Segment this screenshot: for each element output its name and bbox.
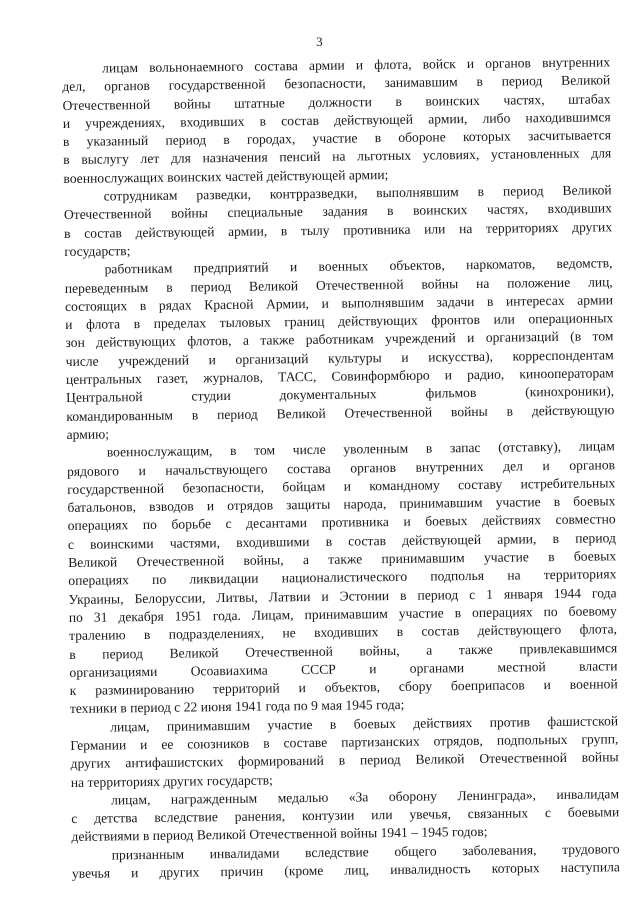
text-line: переведенным в период Великой Отечественной войны на положение лиц,: [64, 273, 613, 296]
document-body: [62, 53, 620, 883]
text-line: по 31 декабря 1951 года. Лицам, принимавшим участие в операциях по боевому: [68, 603, 617, 625]
text-line: в состав действующей армии, в тылу противника или на территориях других: [64, 218, 613, 241]
text-line: состоящих в рядах Красной Армии, и выполнявшим задачи в интересах армии: [64, 292, 614, 314]
text-line: других антифашистских формирований в период Великой Отечественной войны: [70, 749, 619, 772]
text-line: государственной безопасности, бойцам и командному составу истребительных: [67, 475, 616, 497]
text-line: Отечественной войны специальные задания в воинских частях, входивших: [63, 200, 612, 223]
text-line: армию;: [66, 426, 110, 442]
text-line: операциях по борьбе с десантами противника и боевых действиях совместно: [67, 511, 616, 534]
text-line: дел, органов государственной безопасности, занимавшим в период Великой: [62, 72, 611, 95]
text-line: рядового и начальствующего состава органов внутренних дел и органов: [66, 456, 616, 479]
paragraph: [64, 255, 614, 445]
text-line: с воинскими частями, входившими в состав действующей армии, в период: [67, 529, 616, 552]
text-line: признанным инвалидами вследствие общего заболевания, трудового: [111, 841, 620, 863]
text-line: лицам, награжденным медалью «За оборону Ленинграда», инвалидам: [110, 786, 620, 808]
text-line: операциях по ликвидации националистического подполья на территориях: [68, 566, 617, 589]
text-line: в период Великой Отечественной войны, а также привлекавшимся: [69, 639, 618, 662]
text-line: тралению в подразделениях, не входивших в состав действующего флота,: [68, 621, 618, 644]
text-line: действиями в период Великой Отечественной войны 1941 – 1945 годов;: [71, 824, 488, 845]
text-line: Отечественной войны штатные должности в воинских частях, штабах: [62, 90, 611, 113]
text-line: государств;: [64, 243, 131, 259]
text-line: увечья и других причин (кроме лиц, инвалидность которых наступила: [71, 859, 620, 882]
text-line: с детства вследствие ранения, контузии или увечья, связанных с боевыми: [71, 804, 620, 827]
text-line: в указанный период в городах, участие в обороне которых засчитывается: [62, 127, 612, 150]
text-line: Центральной студии документальных фильмов (кинохроники),: [66, 383, 615, 406]
text-line: на территориях других государств;: [70, 772, 273, 790]
text-line: зон действующих флотов, а также работникам учреждений и организаций (в том: [65, 328, 614, 351]
text-line: лицам, принимавшим участие в боевых действиях против фашистской: [110, 712, 619, 735]
text-line: батальонов, взводов и отрядов защиты народа, принимавшим участие в боевых: [67, 493, 616, 516]
text-line: и флота в пределах тыловых границ действующих фронтов или операционных: [65, 310, 614, 333]
paragraph: [62, 53, 612, 188]
text-line: Великой Отечественной войны, а также принимавшим участие в боевых: [68, 548, 617, 570]
paragraph: [71, 785, 620, 847]
text-line: Украины, Белоруссии, Литвы, Латвии и Эстонии в период с 1 января 1944 года: [68, 584, 617, 607]
paragraph: [72, 840, 620, 883]
text-line: центральных газет, журналов, ТАСС, Совинформбюро и радио, кинооператорам: [65, 365, 614, 388]
text-line: военнослужащим, в том числе уволенным в запас (отставку), лицам: [106, 438, 615, 460]
text-line: Германии и ее союзников в составе партизанских отрядов, подпольных групп,: [70, 731, 619, 753]
text-line: работникам предприятий и военных объектов, наркоматов, ведомств,: [104, 255, 613, 277]
text-line: командированным в период Великой Отечественной войны в действующую: [66, 401, 615, 424]
text-line: организациями Осоавиахима СССР и органами местной власти: [69, 658, 618, 680]
text-line: в выслугу лет для назначения пенсий на льготных условиях, установленных для: [63, 145, 612, 168]
text-line: техники в период с 22 июня 1941 года по 9 мая 1945 года;: [69, 697, 405, 717]
text-line: к разминированию территорий и объектов, сбору боеприпасов и военной: [69, 676, 618, 699]
paragraph: [67, 438, 618, 719]
text-line: военнослужащих воинских частей действующей армии;: [63, 166, 389, 186]
text-line: и учреждениях, входивших в состав действующей армии, либо находившимся: [62, 109, 611, 131]
paragraph: [70, 712, 619, 792]
page-number: 3: [316, 34, 323, 49]
text-line: лицам вольнонаемного состава армии и флота, войск и органов внутренних: [102, 54, 611, 76]
text-line: числе учреждений и организаций культуры и искусства), корреспондентам: [65, 347, 614, 369]
text-line: сотрудникам разведки, контрразведки, выполнявшим в период Великой: [103, 182, 612, 204]
paragraph: [64, 181, 613, 261]
